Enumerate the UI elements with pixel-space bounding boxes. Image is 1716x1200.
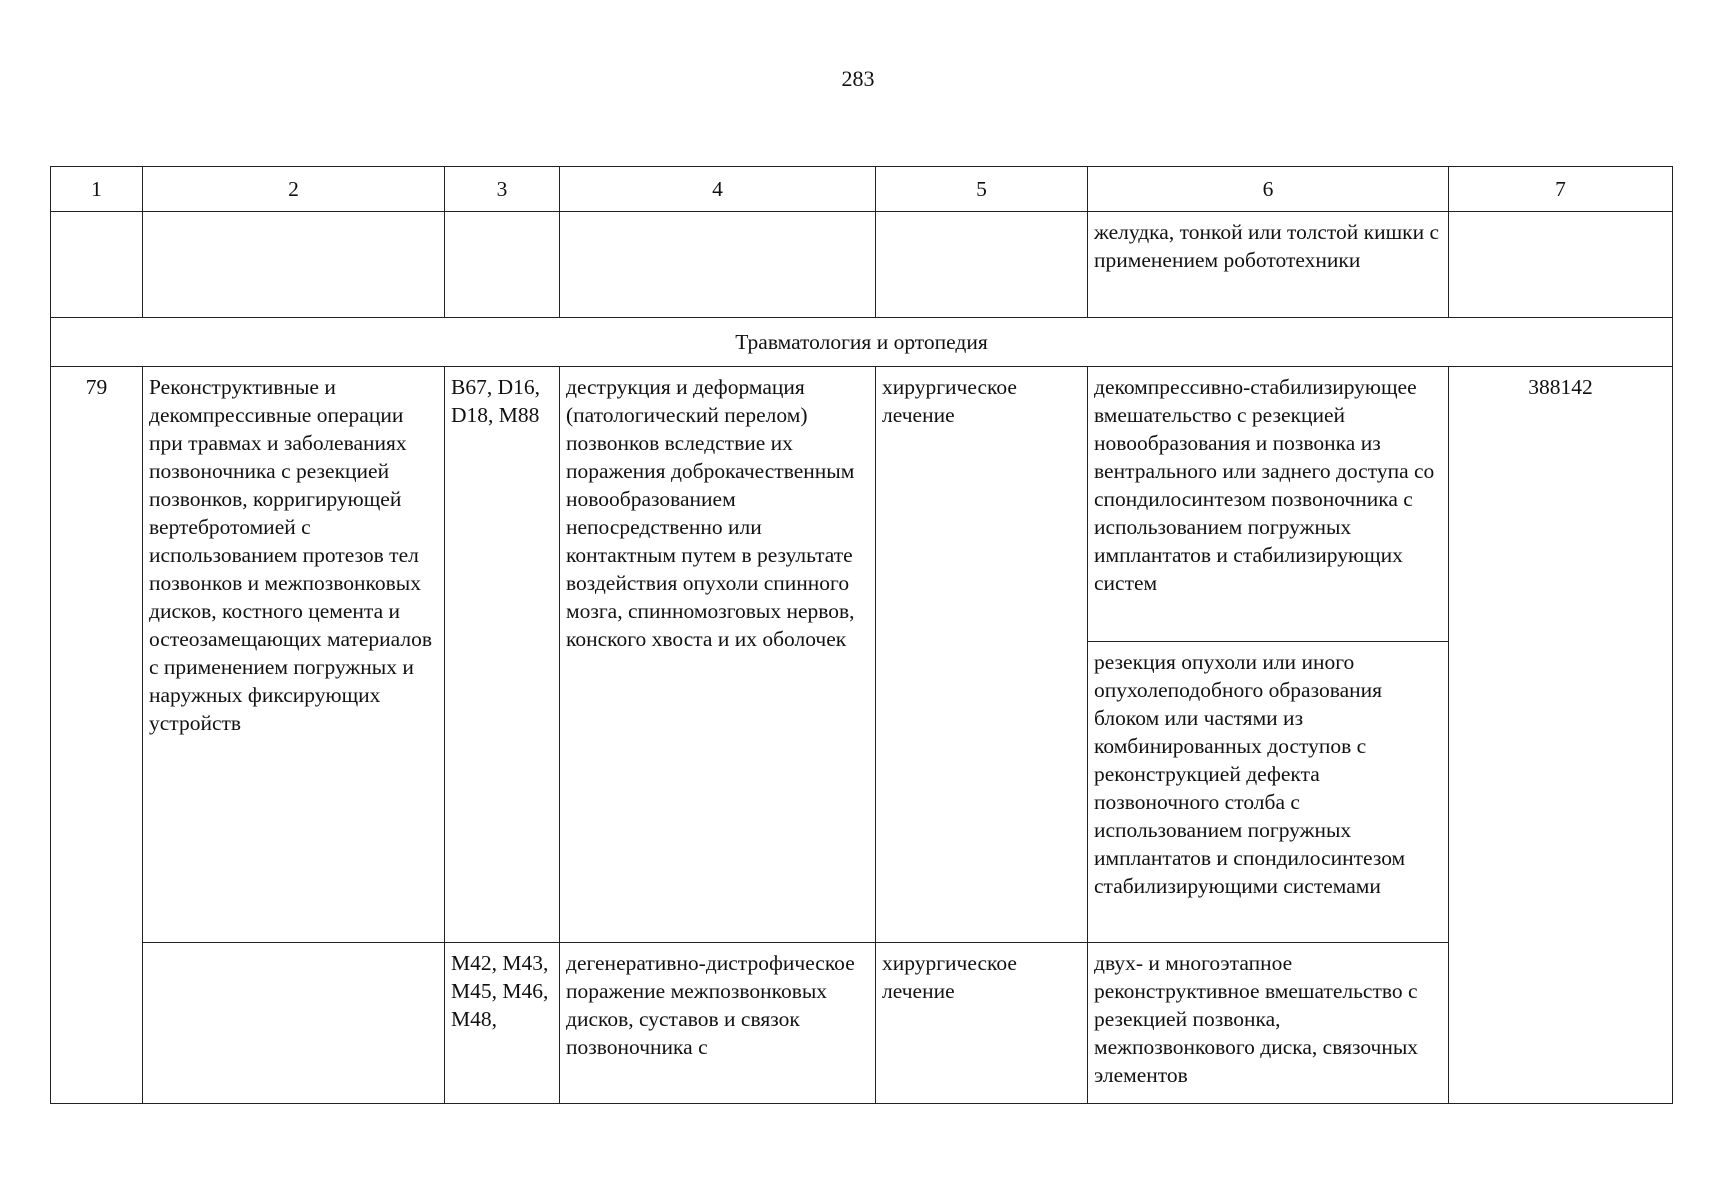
column-header: 7	[1449, 167, 1673, 212]
entry-name: Реконструктивные и декомпрессивные операции при травмах и заболеваниях позвоночника с резекцией позвонков, корригирующей вертебротомией с использованием протезов тел позвонков и межпозвонковых дисков, костного цемента и остеозамещающих материалов с применением погружных и наружных фиксирующих устройств	[143, 367, 445, 943]
entry-row	[51, 367, 1673, 642]
continuation-method: желудка, тонкой или толстой кишки с применением робототехники	[1088, 212, 1449, 318]
entry-row	[51, 943, 1673, 1104]
entry-codes: B67, D16, D18, M88	[445, 367, 560, 943]
entry-number: 79	[51, 367, 143, 1104]
entry-price: 388142	[1449, 367, 1673, 1104]
entry-codes: M42, M43, M45, M46, M48,	[445, 943, 560, 1104]
entry-treatment: хирургическое лечение	[876, 943, 1088, 1104]
table-cell	[51, 212, 143, 318]
entry-treatment: хирургическое лечение	[876, 367, 1088, 943]
entry-condition: деструкция и деформация (патологический перелом) позвонков вследствие их поражения доброкачественным новообразованием непосредственно или контактным путем в результате воздействия опухоли спинного мозга, спинномозговых нервов, конского хвоста и их оболочек	[560, 367, 876, 943]
table-cell	[143, 943, 445, 1104]
column-header-row	[51, 167, 1673, 212]
section-title: Травматология и ортопедия	[51, 318, 1673, 367]
entry-method: резекция опухоли или иного опухолеподобного образования блоком или частями из комбинированных доступов с реконструкцией дефекта позвоночного столба с использованием погружных имплантатов и спондилосинтезом стабилизирующими системами	[1088, 642, 1449, 943]
continuation-row	[51, 212, 1673, 318]
entry-method: декомпрессивно-стабилизирующее вмешательство с резекцией новообразования и позвонка из вентрального или заднего доступа со спондилосинтезом позвоночника с использованием погружных имплантатов и стабилизирующих систем	[1088, 367, 1449, 642]
column-header: 3	[445, 167, 560, 212]
table-cell	[445, 212, 560, 318]
services-table	[50, 166, 1673, 1104]
column-header: 1	[51, 167, 143, 212]
table-cell	[560, 212, 876, 318]
column-header: 4	[560, 167, 876, 212]
table-cell	[1449, 212, 1673, 318]
column-header: 2	[143, 167, 445, 212]
column-header: 5	[876, 167, 1088, 212]
column-header: 6	[1088, 167, 1449, 212]
page-number: 283	[841, 66, 875, 91]
section-row	[51, 318, 1673, 367]
table-cell	[143, 212, 445, 318]
entry-condition: дегенеративно-дистрофическое поражение межпозвонковых дисков, суставов и связок позвоночника с	[560, 943, 876, 1104]
entry-method: двух- и многоэтапное реконструктивное вмешательство с резекцией позвонка, межпозвонкового диска, связочных элементов	[1088, 943, 1449, 1104]
table-cell	[876, 212, 1088, 318]
